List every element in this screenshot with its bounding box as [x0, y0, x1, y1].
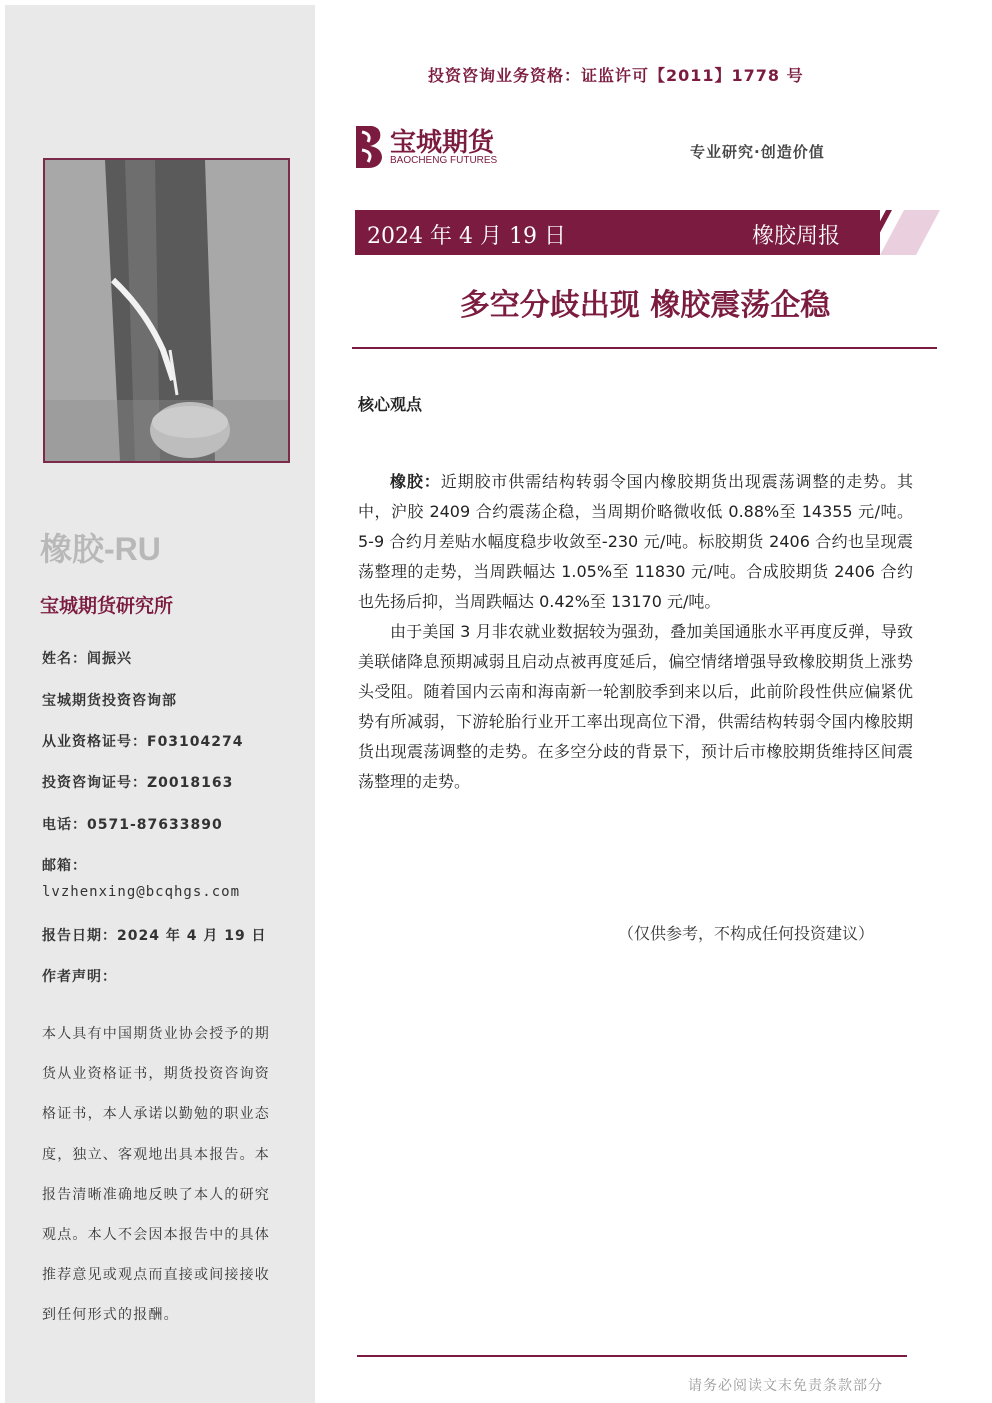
report-type: 橡胶周报: [751, 224, 840, 249]
divider: [352, 347, 937, 349]
paragraph-text-1: 近期胶市供需结构转弱令国内橡胶期货出现震荡调整的走势。其中，沪胶 2409 合约震荡企稳，当周期价略微收低 0.88%至 14355 元/吨。5-9 合约月差贴水幅度稳步收敛至-230 元/吨。标胶期货 2406 合约也呈现震荡整理的走势，当周跌幅达 1.05%至 11830 元/吨。合成胶期货 2406 合约也先扬后抑，当周跌幅达 0.42%至 13170 元/吨。: [358, 472, 913, 611]
slogan: 专业研究·创造价值: [690, 143, 825, 161]
product-code: 橡胶-RU: [40, 531, 161, 567]
title-banner: [355, 210, 880, 255]
email-label: 邮箱：: [42, 858, 87, 874]
department: 宝城期货投资咨询部: [42, 693, 177, 709]
report-date: 报告日期：2024 年 4 月 19 日: [42, 928, 267, 944]
analyst-name: 姓名：闾振兴: [42, 651, 132, 667]
report-date-banner: 2024 年 4 月 19 日: [367, 224, 566, 249]
section-title: 核心观点: [358, 395, 423, 414]
banner-stripes-icon: [860, 210, 940, 255]
license-text: 投资咨询业务资格：证监许可【2011】1778 号: [428, 66, 804, 85]
footer-divider: [357, 1355, 907, 1357]
logo-en: BAOCHENG FUTURES: [390, 155, 498, 166]
paragraph-lead: 橡胶：: [390, 472, 441, 491]
body-paragraph-2: 由于美国 3 月非农就业数据较为强劲，叠加美国通胀水平再度反弹，导致美联储降息预期减弱且启动点被再度延后，偏空情绪增强导致橡胶期货上涨势头受阻。随着国内云南和海南新一轮割胶季到来以后，此前阶段性供应偏紧优势有所减弱，下游轮胎行业开工率出现高位下滑，供需结构转弱令国内橡胶期货出现震荡调整的走势。在多空分歧的背景下，预计后市橡胶期货维持区间震荡整理的走势。: [358, 622, 913, 791]
report-body: [358, 467, 913, 797]
rubber-tree-photo: [43, 158, 290, 463]
author-statement: 本人具有中国期货业协会授予的期货从业资格证书，期货投资咨询资格证书，本人承诺以勤勉的职业态度，独立、客观地出具本报告。本报告清晰准确地反映了本人的研究观点。本人不会因本报告中的具体推荐意见或观点而直接或间接接收到任何形式的报酬。: [42, 1026, 270, 1324]
report-title: 多空分歧出现 橡胶震荡企稳: [459, 288, 831, 323]
body-paragraph-1: [358, 467, 913, 617]
qualification-cert: 从业资格证号：F03104274: [42, 734, 244, 750]
logo-cn: 宝城期货: [390, 128, 495, 158]
phone: 电话：0571-87633890: [42, 817, 223, 833]
logo-mark-icon: [350, 122, 386, 170]
advisory-cert: 投资咨询证号：Z0018163: [42, 775, 234, 791]
company-logo: [350, 122, 520, 172]
institute-name: 宝城期货研究所: [40, 595, 174, 617]
email-link[interactable]: lvzhenxing@bcqhgs.com: [42, 884, 241, 900]
disclaimer: （仅供参考，不构成任何投资建议）: [618, 924, 875, 943]
footer-note: 请务必阅读文末免责条款部分: [688, 1378, 883, 1394]
statement-label: 作者声明：: [42, 969, 117, 985]
